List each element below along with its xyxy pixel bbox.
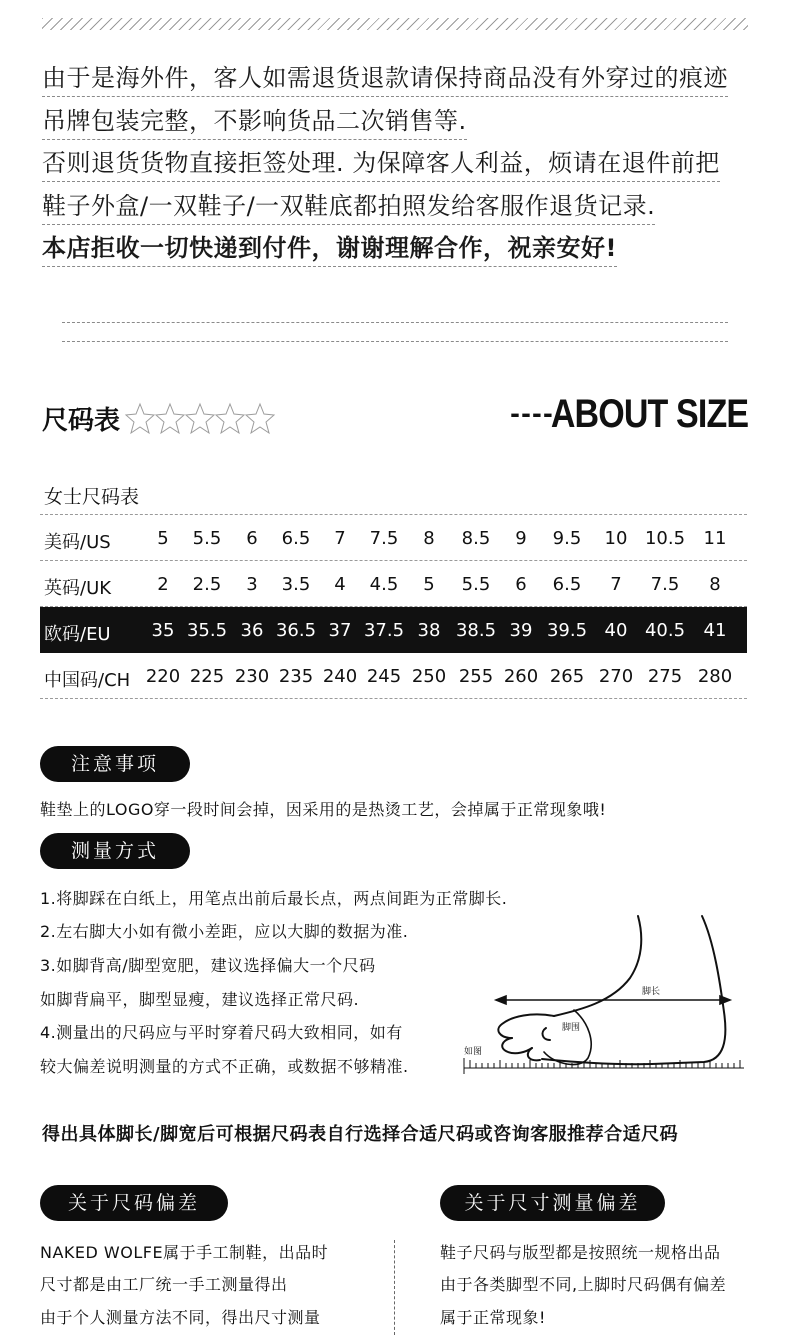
size-cell: 10.5 [644,528,686,549]
size-cell: 7.5 [650,574,680,595]
size-cell: 250 [411,666,447,687]
size-cell: 5 [423,574,435,595]
size-cell: 9 [515,528,527,549]
size-cell: 240 [322,666,358,687]
measure-step: 1.将脚踩在白纸上，用笔点出前后最长点，两点间距为正常脚长. [40,889,508,908]
row-label: 美码/US [44,532,111,553]
size-cell: 39 [509,620,533,641]
size-cell: 38.5 [455,620,497,641]
size-cell: 3.5 [281,574,311,595]
size-deviation-line: 尺寸都是由工厂统一手工测量得出 [40,1275,288,1294]
size-cell: 36 [240,620,264,641]
foot-width-label: 脚围 [562,1023,581,1033]
measure-heading-pill: 测量方式 [40,833,190,869]
size-row-uk [40,561,747,607]
column-divider [394,1240,395,1335]
size-cell: 10 [604,528,628,549]
size-cell: 280 [697,666,733,687]
notice-line: 吊牌包装完整，不影响货品二次销售等. [42,105,467,140]
size-cell: 4.5 [369,574,399,595]
size-cell: 260 [503,666,539,687]
section-divider [62,341,728,342]
star-ornament-icon [124,402,286,436]
size-cell: 3 [246,574,258,595]
size-cell: 40 [604,620,628,641]
size-cell: 11 [703,528,727,549]
size-cell: 235 [278,666,314,687]
size-row-ch [40,653,747,699]
section-divider [62,322,728,323]
women-size-chart-title: 女士尺码表 [44,486,140,508]
size-cell: 6.5 [281,528,311,549]
measure-deviation-line: 属于正常现象! [440,1308,546,1327]
as-shown-label: 如图 [464,1047,483,1057]
measure-deviation-pill: 关于尺寸测量偏差 [440,1185,665,1221]
notice-line-emphasis: 本店拒收一切快递到付件，谢谢理解合作，祝亲安好! [42,232,617,267]
size-cell: 36.5 [275,620,317,641]
row-label: 中国码/CH [44,670,131,691]
size-cell: 230 [234,666,270,687]
conclusion-text: 得出具体脚长/脚宽后可根据尺码表自行选择合适尺码或咨询客服推荐合适尺码 [42,1124,679,1145]
size-cell: 245 [366,666,402,687]
notice-line: 否则退货货物直接拒签处理. 为保障客人利益，烦请在退件前把 [42,147,720,182]
measure-step: 2.左右脚大小如有微小差距，应以大脚的数据为准. [40,922,409,941]
size-cell: 275 [647,666,683,687]
foot-length-label: 脚长 [642,987,661,997]
size-cell: 5 [157,528,169,549]
size-cell: 2.5 [192,574,222,595]
size-cell: 6 [246,528,258,549]
size-cell: 40.5 [644,620,686,641]
notice-line: 鞋子外盒/一双鞋子/一双鞋底都拍照发给客服作退货记录. [42,190,655,225]
size-deviation-line: 由于个人测量方法不同，得出尺寸测量 [40,1308,321,1327]
size-cell: 5.5 [192,528,222,549]
measure-step: 如脚背扁平，脚型显瘦，建议选择正常尺码. [40,990,360,1009]
size-chart-title: 尺码表 [42,406,121,436]
size-row-us [40,515,747,561]
notes-text: 鞋垫上的LOGO穿一段时间会掉，因采用的是热烫工艺，会掉属于正常现象哦! [40,800,607,819]
size-cell: 39.5 [546,620,588,641]
size-cell: 6.5 [552,574,582,595]
size-cell: 7 [334,528,346,549]
size-cell: 255 [458,666,494,687]
size-cell: 35.5 [186,620,228,641]
size-cell: 4 [334,574,346,595]
size-cell: 8 [423,528,435,549]
size-cell: 220 [145,666,181,687]
size-cell: 7 [610,574,622,595]
size-cell: 8.5 [461,528,491,549]
size-cell: 41 [703,620,727,641]
about-size-heading: ABOUT SIZE [550,392,748,436]
measure-step: 4.测量出的尺码应与平时穿着尺码大致相同，如有 [40,1023,403,1042]
size-cell: 265 [549,666,585,687]
size-deviation-pill: 关于尺码偏差 [40,1185,228,1221]
size-cell: 2 [157,574,169,595]
size-table [40,514,747,699]
size-cell: 35 [151,620,175,641]
size-deviation-line: NAKED WOLFE属于手工制鞋，出品时 [40,1243,329,1262]
size-cell: 37 [328,620,352,641]
decorative-hatch-band [42,18,748,30]
size-cell: 37.5 [363,620,405,641]
row-label: 欧码/EU [44,624,111,645]
size-cell: 5.5 [461,574,491,595]
size-cell: 6 [515,574,527,595]
title-dashes: ---- [510,400,554,428]
measure-step: 3.如脚背高/脚型宽肥，建议选择偏大一个尺码 [40,956,376,975]
measure-step: 较大偏差说明测量的方式不正确，或数据不够精准. [40,1057,409,1076]
size-row-eu [40,607,747,653]
measure-deviation-line: 鞋子尺码与版型都是按照统一规格出品 [440,1243,721,1262]
notes-heading-pill: 注意事项 [40,746,190,782]
notice-line: 由于是海外件，客人如需退货退款请保持商品没有外穿过的痕迹 [42,62,728,97]
size-cell: 8 [709,574,721,595]
size-cell: 225 [189,666,225,687]
size-cell: 38 [417,620,441,641]
foot-measurement-illustration [462,912,746,1074]
size-cell: 270 [598,666,634,687]
row-label: 英码/UK [44,578,112,599]
measure-deviation-line: 由于各类脚型不同,上脚时尺码偶有偏差 [440,1275,727,1294]
size-cell: 7.5 [369,528,399,549]
size-cell: 9.5 [552,528,582,549]
